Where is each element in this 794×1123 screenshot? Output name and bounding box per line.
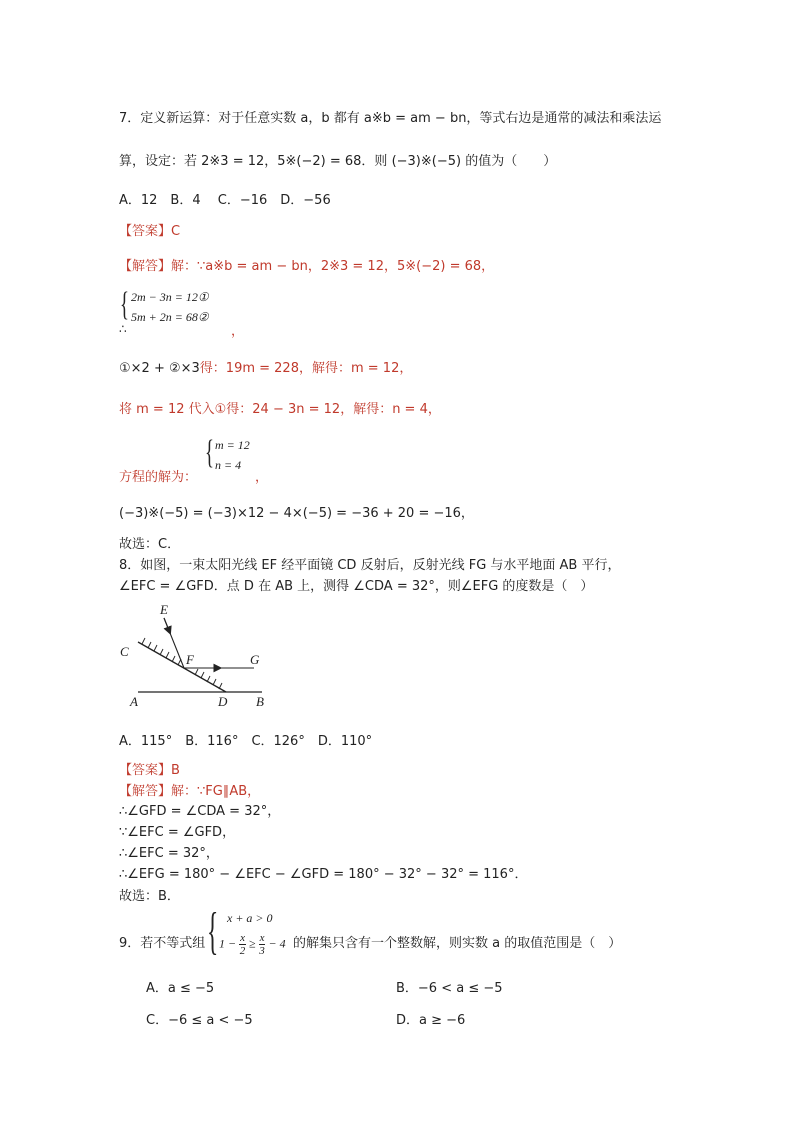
solution-row-2: n = 4 — [215, 458, 242, 472]
mirror-figure — [112, 600, 282, 715]
system-tail: ， — [231, 324, 245, 339]
solution-row-1: m = 12 — [215, 438, 250, 452]
label-C: C — [120, 644, 129, 659]
analysis-label: 【解答】 — [119, 784, 172, 799]
label-A: A — [130, 694, 138, 709]
frac1-num: x — [240, 932, 245, 944]
q8-options: A．115° B．116° C．126° D．110° — [119, 734, 373, 749]
solution-brace: { — [205, 434, 214, 471]
q9-prefix: 9．若不等式组 — [119, 936, 206, 951]
q7-system — [119, 286, 259, 340]
q8-step-d: ∴∠EFG = 180° − ∠EFC − ∠GFD = 180° − 32° − 32° = 116°． — [119, 867, 528, 882]
system-row-1: 2m − 3n = 12① — [131, 290, 209, 304]
step1-math: ①×2 + ②×3 — [119, 361, 200, 376]
answer-label: 【答案】 — [119, 763, 172, 778]
q7-line2: 算，设定：若 2※3 = 12，5※(−2) = 68．则 (−3)※(−5) 的值为（ ） — [119, 154, 557, 169]
q7-solution — [119, 434, 299, 488]
q9-option-b: B．−6 < a ≤ −5 — [396, 981, 503, 996]
q9-row-2 — [219, 932, 286, 957]
answer-value: C — [171, 224, 181, 239]
answer-value: B — [171, 763, 180, 778]
q8-conclusion: 故选：B． — [119, 889, 180, 904]
label-B: B — [256, 694, 264, 709]
label-D: D — [218, 694, 228, 709]
solution-tail: ， — [255, 470, 269, 485]
q7-line1: 7．定义新运算：对于任意实数 a，b 都有 a※b = am − bn，等式右边是通常的减法和乘法运 — [119, 111, 662, 126]
q9-stem — [119, 903, 679, 972]
label-E: E — [160, 602, 168, 617]
analysis-text: 解：∵a※b = am − bn，2※3 = 12，5※(−2) = 68， — [171, 259, 495, 274]
frac2-den: 3 — [259, 945, 265, 957]
row2-mid: ≥ — [249, 936, 256, 951]
solution-label: 方程的解为： — [119, 470, 198, 485]
frac2-num: x — [259, 932, 265, 944]
q9-row-1: x + a > 0 — [227, 911, 273, 925]
q7-analysis — [119, 258, 494, 276]
row2-pre: 1 − — [219, 936, 237, 951]
q8-answer — [119, 762, 180, 780]
row2-post: − 4 — [268, 936, 286, 951]
q7-options: A．12 B．4 C．−16 D．−56 — [119, 193, 331, 208]
q8-step-b: ∵∠EFC = ∠GFD， — [119, 825, 236, 840]
q8-step-c: ∴∠EFC = 32°， — [119, 846, 219, 861]
system-row-2: 5m + 2n = 68② — [131, 310, 209, 324]
answer-label: 【答案】 — [119, 224, 172, 239]
analysis-label: 【解答】 — [119, 259, 172, 274]
q9-brace: { — [207, 903, 219, 960]
incident-arrow — [164, 618, 170, 633]
fraction-2 — [259, 932, 266, 957]
therefore-symbol: ∴ — [119, 322, 127, 336]
q9-option-a: A．a ≤ −5 — [146, 981, 215, 996]
analysis-text: 解：∵FG∥AB， — [171, 784, 261, 799]
q8-step-a: ∴∠GFD = ∠CDA = 32°， — [119, 804, 281, 819]
q9-suffix: 的解集只含有一个整数解，则实数 a 的取值范围是（ ） — [293, 936, 622, 951]
step1-text: 得：19m = 228，解得：m = 12， — [199, 361, 413, 376]
label-F: F — [186, 652, 194, 667]
q8-line2: ∠EFC = ∠GFD．点 D 在 AB 上，测得 ∠CDA = 32°，则∠EFG 的度数是（ ） — [119, 579, 594, 594]
q8-line1: 8．如图，一束太阳光线 EF 经平面镜 CD 反射后，反射光线 FG 与水平地面 AB 平行， — [119, 558, 621, 573]
q7-conclusion: 故选：C． — [119, 537, 181, 552]
fraction-1 — [239, 932, 246, 957]
q7-answer — [119, 223, 180, 241]
q9-option-c: C．−6 ≤ a < −5 — [146, 1013, 253, 1028]
label-G: G — [250, 652, 260, 667]
q8-analysis — [119, 783, 260, 801]
left-brace: { — [120, 286, 129, 323]
q7-calc: (−3)※(−5) = (−3)×12 − 4×(−5) = −36 + 20 = −16， — [119, 506, 474, 521]
frac1-den: 2 — [239, 945, 246, 957]
q7-step1 — [119, 360, 412, 378]
q9-option-d: D．a ≥ −6 — [396, 1013, 466, 1028]
q7-step2: 将 m = 12 代入①得：24 − 3n = 12，解得：n = 4， — [119, 402, 441, 417]
